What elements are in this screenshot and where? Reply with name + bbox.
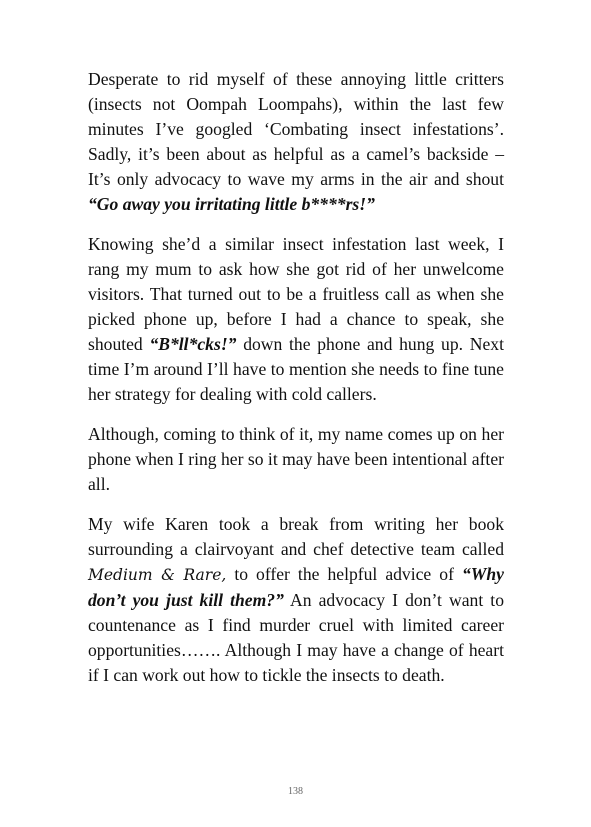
- paragraph-text: to offer the helpful advice of: [226, 564, 462, 584]
- paragraph-text: Although, coming to think of it, my name comes up on her phone when I ring her so it may have been intentional after all.: [88, 424, 504, 494]
- paragraph-mum-call: [88, 232, 504, 407]
- paragraph-insect-googling: [88, 67, 504, 217]
- page-body: [88, 67, 504, 703]
- quote-mum-shout: “B*ll*cks!”: [149, 334, 237, 354]
- paragraph-wife-advice: [88, 512, 504, 688]
- paragraph-text: down the phone and hung up. Next time I’m around I’ll have to mention she needs to fine tune her strategy for dealing with cold callers.: [88, 334, 504, 404]
- paragraph-text: Desperate to rid myself of these annoying little critters (insects not Oompah Loompahs), within the last few minutes I’ve googled ‘Combating insect infestations’. Sadly, it’s been about as helpful as a camel’s backside – It’s only advocacy to wave my arms in the air and shout: [88, 69, 504, 189]
- paragraph-text: Knowing she’d a similar insect infestation last week, I rang my mum to ask how she got rid of her unwelcome visitors. That turned out to be a fruitless call as when she picked phone up, before I had a chance to speak, she shouted: [88, 234, 504, 354]
- paragraph-intentional: [88, 422, 504, 497]
- book-title: Medium & Rare,: [88, 566, 227, 584]
- quote-go-away: “Go away you irritating little b****rs!”: [88, 194, 375, 214]
- paragraph-text: My wife Karen took a break from writing her book surrounding a clairvoyant and chef detective team called: [88, 514, 504, 559]
- paragraph-text: An advocacy I don’t want to countenance as I find murder cruel with limited career opportunities……. Although I may have a change of heart if I can work out how to tickle the insects to death.: [88, 590, 504, 685]
- quote-kill-them: “Why don’t you just kill them?”: [88, 564, 504, 610]
- page-number: 138: [288, 786, 303, 797]
